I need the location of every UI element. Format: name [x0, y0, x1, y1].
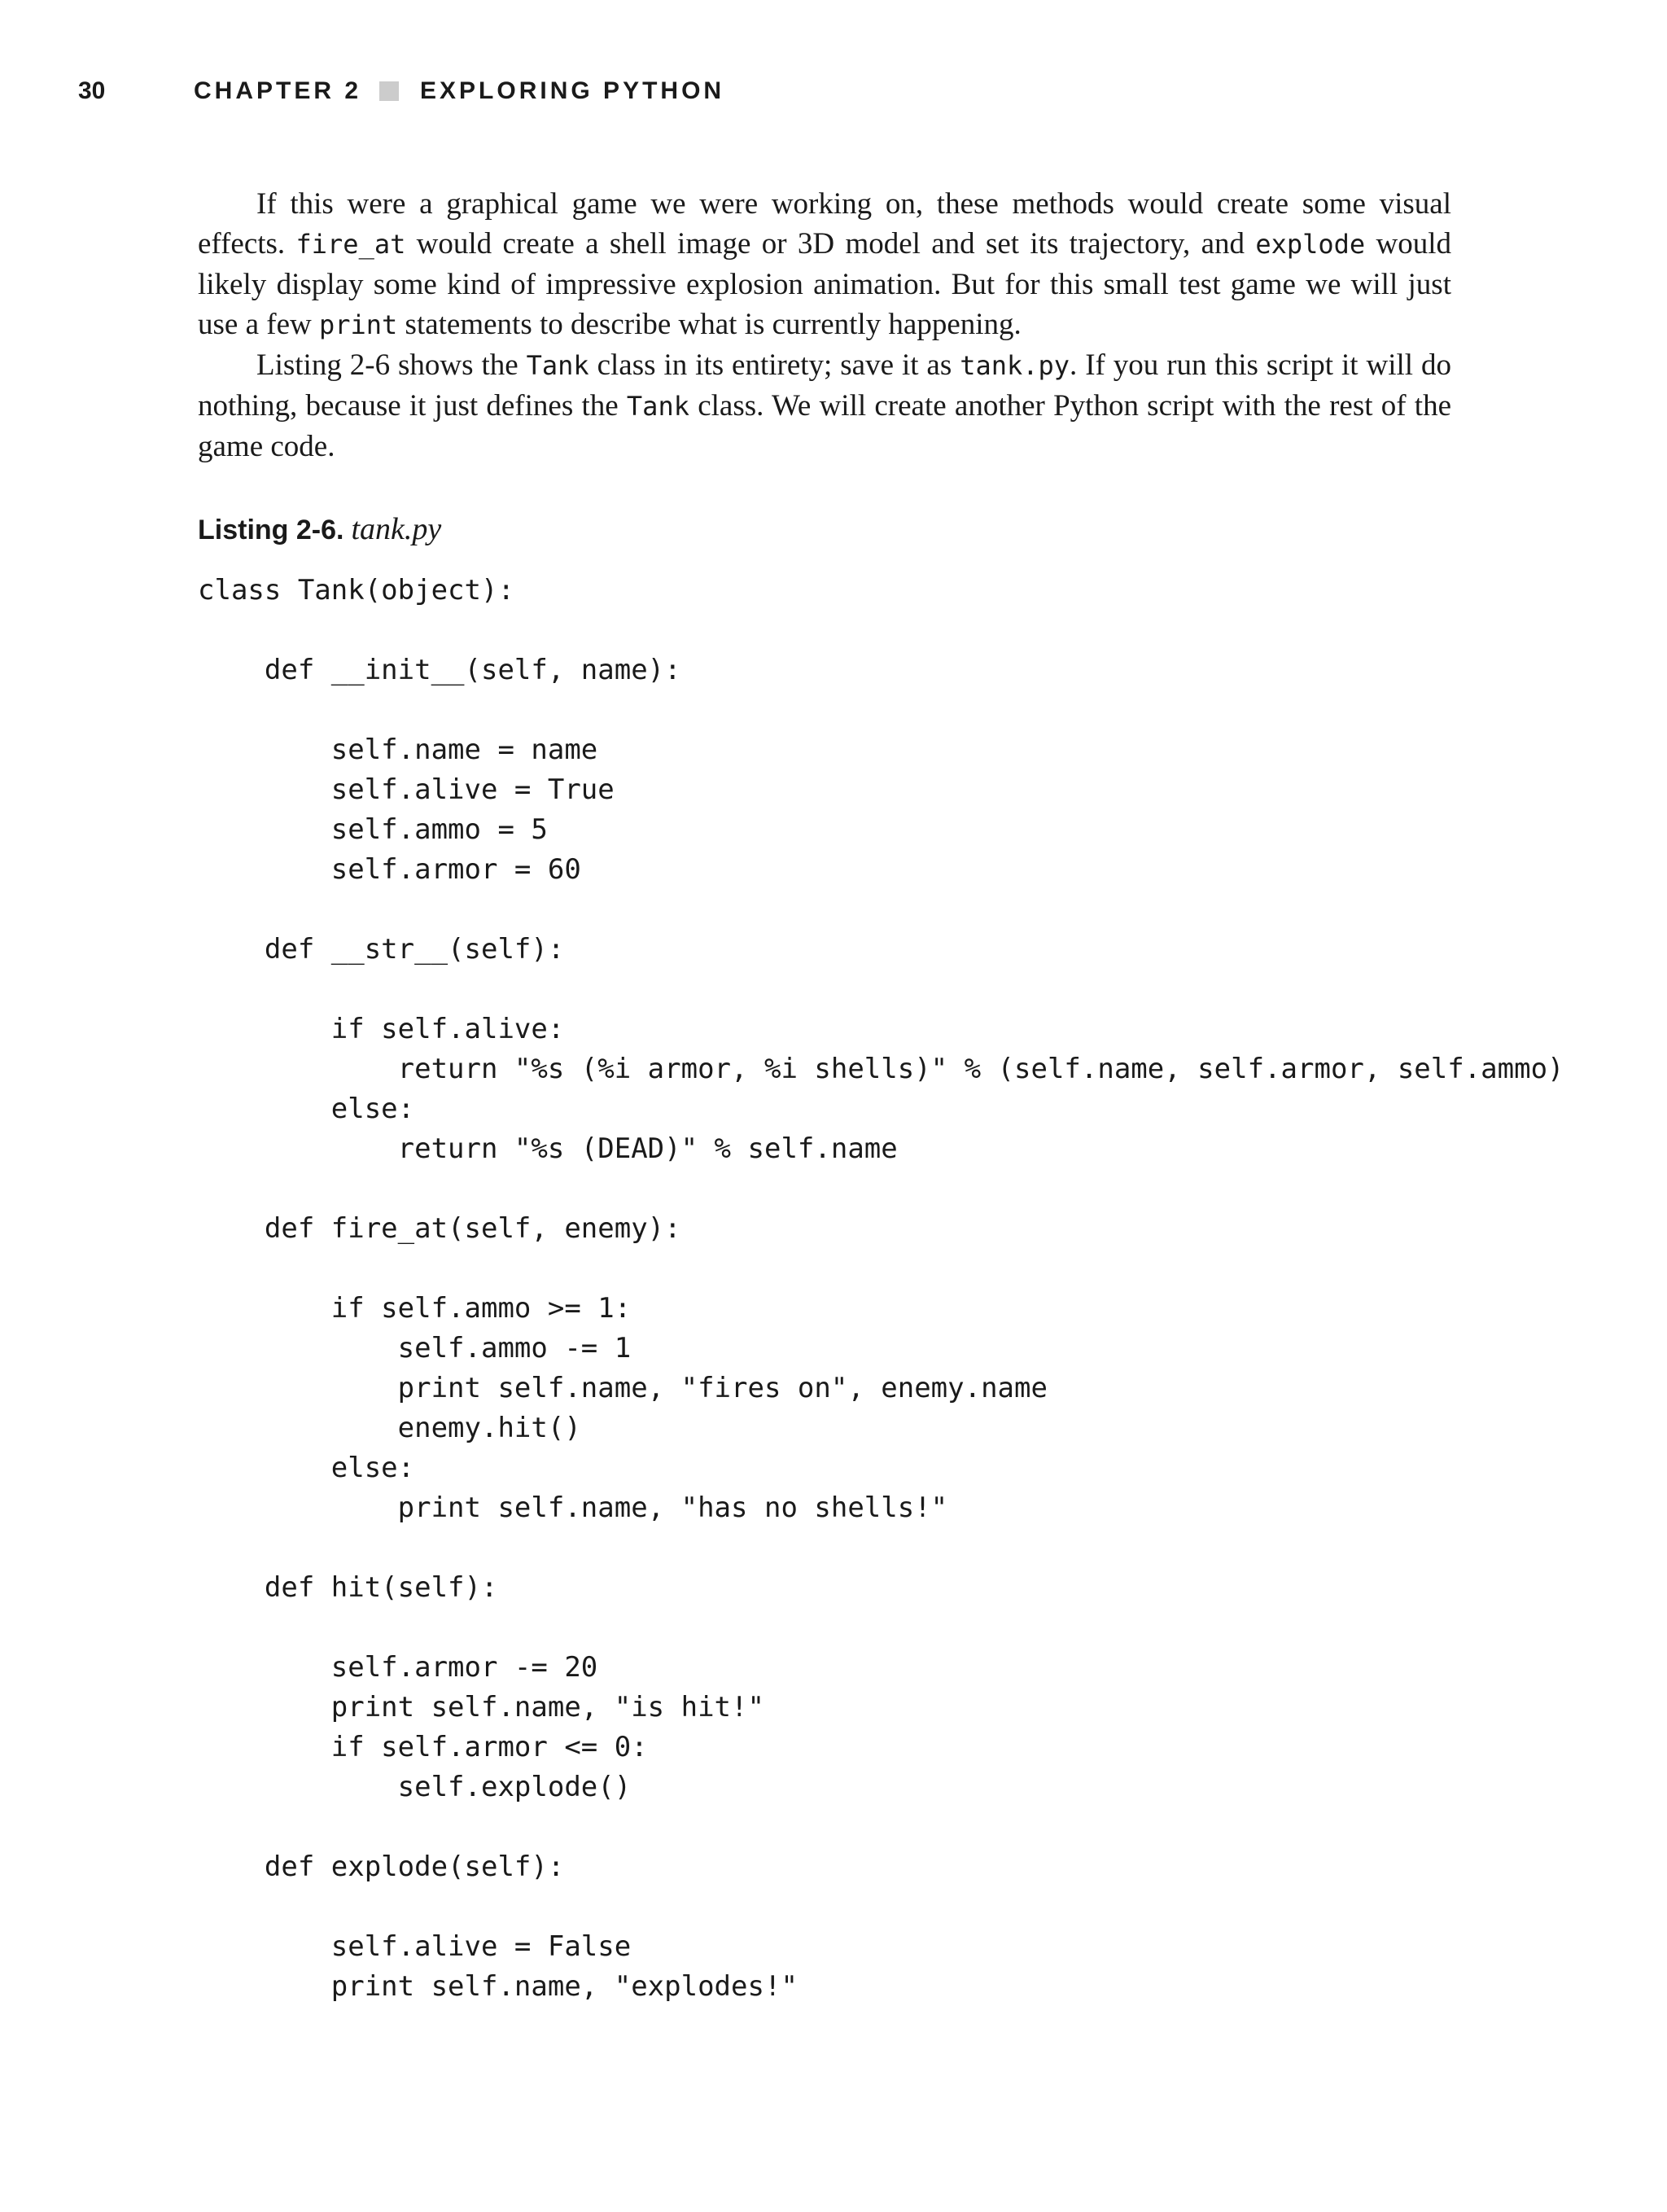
- code-line: class Tank(object):: [198, 574, 514, 607]
- code-line: self.name = name: [198, 734, 598, 766]
- code-line: return "%s (DEAD)" % self.name: [198, 1132, 898, 1165]
- paragraph-1-text-4: statements to describe what is currently happening.: [397, 308, 1022, 341]
- page-number: 30: [78, 77, 106, 104]
- listing-label: Listing 2-6.: [198, 515, 344, 545]
- code-line: return "%s (%i armor, %i shells)" % (self.name, self.armor, self.ammo): [198, 1053, 1564, 1085]
- code-line: [198, 1887, 1564, 1927]
- code-line: [198, 611, 1564, 650]
- code-line: [198, 1249, 1564, 1289]
- running-head: [78, 75, 724, 107]
- inline-code-fire-at: fire_at: [295, 229, 406, 260]
- inline-code-tank-py: tank.py: [960, 350, 1070, 381]
- paragraph-2-text-3: . If you run this script it will do nothing, because it just defines the: [198, 348, 1451, 423]
- code-line: def explode(self):: [198, 1851, 565, 1883]
- square-separator-icon: [379, 81, 399, 101]
- code-line: print self.name, "is hit!": [198, 1691, 764, 1724]
- inline-code-tank: Tank: [526, 350, 589, 381]
- paragraph-1-text-2: would create a shell image or 3D model and set its trajectory, and: [405, 227, 1256, 261]
- code-line: self.armor = 60: [198, 853, 581, 886]
- paragraph-2: [198, 345, 1451, 466]
- paragraph-1: [198, 184, 1451, 345]
- body-text: [198, 184, 1451, 466]
- chapter-title: EXPLORING PYTHON: [420, 77, 725, 104]
- code-line: if self.alive:: [198, 1013, 565, 1045]
- code-line: print self.name, "explodes!": [198, 1970, 798, 2003]
- code-line: [198, 970, 1564, 1010]
- inline-code-explode: explode: [1255, 229, 1366, 260]
- code-line: print self.name, "fires on", enemy.name: [198, 1372, 1048, 1404]
- code-line: [198, 1169, 1564, 1209]
- inline-code-print: print: [318, 309, 398, 340]
- code-line: def __init__(self, name):: [198, 654, 681, 686]
- code-line: [198, 1528, 1564, 1568]
- code-line: if self.armor <= 0:: [198, 1731, 648, 1763]
- code-listing: [198, 571, 1564, 2007]
- paragraph-2-text-2: class in its entirety; save it as: [588, 348, 960, 382]
- code-line: [198, 1807, 1564, 1847]
- listing-caption: [198, 510, 441, 550]
- code-line: self.ammo = 5: [198, 813, 548, 846]
- code-line: [198, 890, 1564, 930]
- code-line: self.alive = True: [198, 773, 615, 806]
- code-line: self.alive = False: [198, 1930, 632, 1963]
- code-line: else:: [198, 1452, 415, 1484]
- code-line: print self.name, "has no shells!": [198, 1491, 948, 1524]
- paragraph-1-text-1: If this were a graphical game we were working on, these methods would create some visual effects.: [198, 187, 1451, 261]
- code-line: enemy.hit(): [198, 1412, 581, 1444]
- paragraph-2-text-4: class. We will create another Python script with the rest of the game code.: [198, 389, 1452, 463]
- code-line: else:: [198, 1093, 415, 1125]
- code-line: self.explode(): [198, 1771, 632, 1803]
- code-line: [198, 1608, 1564, 1648]
- chapter-label: CHAPTER 2: [194, 77, 362, 104]
- code-line: self.ammo -= 1: [198, 1332, 632, 1364]
- paragraph-2-text-1: Listing 2-6 shows the: [256, 348, 527, 382]
- listing-filename: tank.py: [351, 512, 442, 546]
- inline-code-tank-2: Tank: [626, 391, 689, 422]
- code-line: [198, 690, 1564, 730]
- code-line: def __str__(self):: [198, 933, 565, 966]
- code-line: self.armor -= 20: [198, 1651, 598, 1684]
- paragraph-1-text-3: would likely display some kind of impressive explosion animation. But for this small test game we will just use a few: [198, 227, 1452, 341]
- code-line: def hit(self):: [198, 1571, 498, 1604]
- code-line: if self.ammo >= 1:: [198, 1292, 632, 1325]
- code-line: def fire_at(self, enemy):: [198, 1212, 681, 1245]
